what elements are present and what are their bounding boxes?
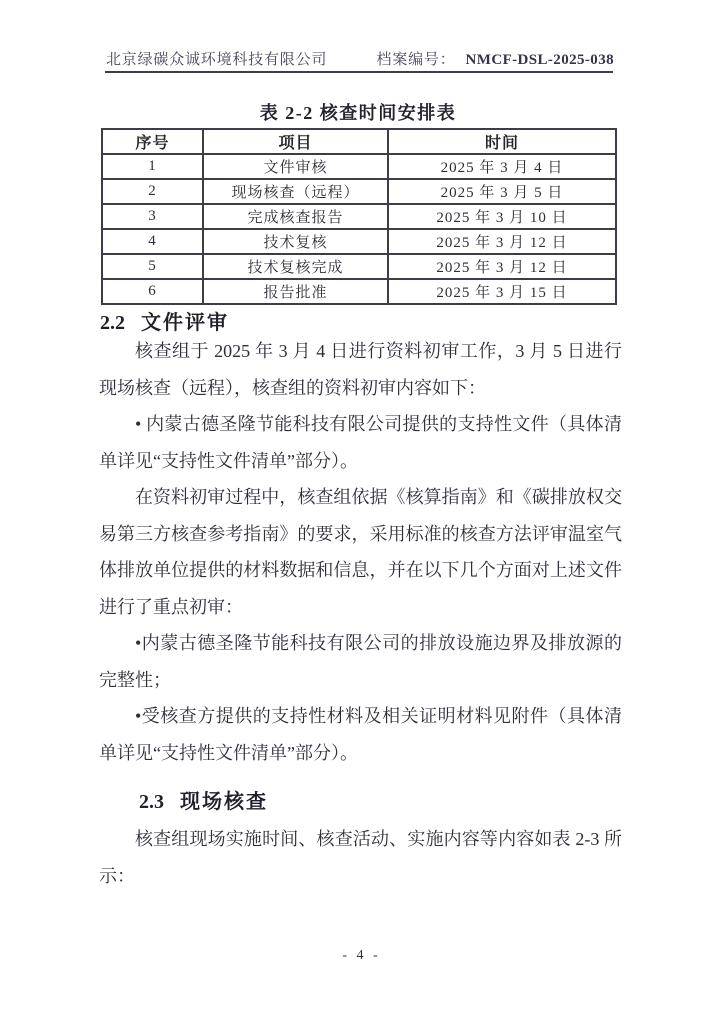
cell-item: 技术复核完成 — [203, 254, 388, 279]
archive-number: NMCF-DSL-2025-038 — [465, 52, 614, 68]
table-row — [102, 154, 616, 179]
archive-label: 档案编号： — [376, 52, 456, 68]
section-2-2-heading — [100, 306, 229, 335]
cell-no: 6 — [102, 279, 203, 304]
cell-time: 2025 年 3 月 4 日 — [388, 154, 616, 179]
page-header — [106, 48, 614, 69]
bullet-item: • 内蒙古德圣隆节能科技有限公司提供的支持性文件（具体清单详见“支持性文件清单”部分）。 — [99, 414, 622, 471]
cell-no: 2 — [102, 179, 203, 204]
table-row — [102, 254, 616, 279]
table-row — [102, 204, 616, 229]
cell-time: 2025 年 3 月 5 日 — [388, 179, 616, 204]
page-number: - 4 - — [342, 948, 381, 963]
table-header-row — [102, 129, 616, 154]
cell-item: 报告批准 — [203, 279, 388, 304]
table-row — [102, 229, 616, 254]
archive-info — [377, 48, 614, 69]
table-row — [102, 179, 616, 204]
table-title: 表 2-2 核查时间安排表 — [259, 103, 457, 123]
section-2-2-body — [99, 333, 622, 771]
paragraph: 核查组于 2025 年 3 月 4 日进行资料初审工作，3 月 5 日进行现场核查（远程），核查组的资料初审内容如下： — [99, 341, 622, 398]
page-footer — [0, 948, 723, 964]
paragraph: 在资料初审过程中，核查组依据《核算指南》和《碳排放权交易第三方核查参考指南》的要求，采用标准的核查方法评审温室气体排放单位提供的材料数据和信息，并在以下几个方面对上述文件进行了重点初审： — [99, 487, 622, 617]
cell-item: 现场核查（远程） — [203, 179, 388, 204]
cell-time: 2025 年 3 月 12 日 — [388, 229, 616, 254]
cell-time: 2025 年 3 月 15 日 — [388, 279, 616, 304]
section-number: 2.3 — [139, 791, 164, 813]
paragraph: 核查组现场实施时间、核查活动、实施内容等内容如表 2-3 所示： — [99, 829, 622, 886]
section-title: 现场核查 — [180, 791, 268, 813]
cell-item: 文件审核 — [203, 154, 388, 179]
cell-item: 完成核查报告 — [203, 204, 388, 229]
cell-item: 技术复核 — [203, 229, 388, 254]
cell-no: 5 — [102, 254, 203, 279]
cell-time: 2025 年 3 月 10 日 — [388, 204, 616, 229]
col-header-time: 时间 — [388, 129, 616, 154]
section-2-3-body — [99, 821, 622, 894]
col-header-no: 序号 — [102, 129, 203, 154]
bullet-item: •受核查方提供的支持性材料及相关证明材料见附件（具体清单详见“支持性文件清单”部分）。 — [99, 706, 622, 763]
cell-no: 1 — [102, 154, 203, 179]
cell-time: 2025 年 3 月 12 日 — [388, 254, 616, 279]
company-name: 北京绿碳众诚环境科技有限公司 — [106, 52, 328, 68]
section-2-3-heading — [139, 785, 268, 814]
cell-no: 4 — [102, 229, 203, 254]
schedule-table — [101, 128, 617, 305]
col-header-item: 项目 — [203, 129, 388, 154]
header-rule — [105, 71, 613, 73]
bullet-item: •内蒙古德圣隆节能科技有限公司的排放设施边界及排放源的完整性； — [99, 633, 622, 690]
section-title: 文件评审 — [141, 312, 229, 334]
cell-no: 3 — [102, 204, 203, 229]
table-row — [102, 279, 616, 304]
section-number: 2.2 — [100, 312, 125, 334]
